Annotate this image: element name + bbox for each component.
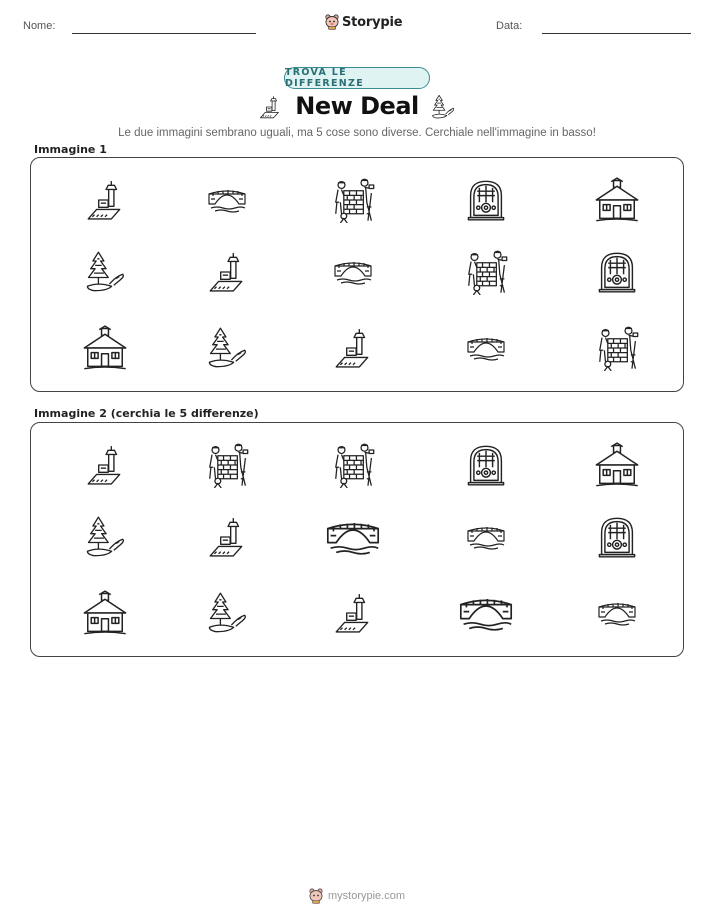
img2-stone-bridge-large-icon[interactable] (313, 506, 393, 568)
mascot-icon (325, 14, 339, 30)
activity-badge: TROVA LE DIFFERENZE (284, 67, 430, 89)
img2-stone-bridge-icon[interactable] (446, 506, 526, 568)
img1-bricklayers-icon (577, 317, 657, 379)
img1-airport-tower-icon (313, 317, 393, 379)
instructions: Le due immagini sembrano uguali, ma 5 cose sono diverse. Cerchiale nell'immagine in basso! (118, 127, 596, 139)
img2-bricklayers-icon[interactable] (313, 434, 393, 496)
date-input-line[interactable] (542, 33, 691, 34)
img1-bricklayers-icon (446, 241, 526, 303)
img1-stone-bridge-icon (187, 169, 267, 231)
img2-stone-bridge-large-icon[interactable] (446, 582, 526, 644)
img2-pine-tree-planting-icon[interactable] (187, 582, 267, 644)
title-tree-icon (429, 92, 457, 122)
img2-airport-tower-icon[interactable] (187, 506, 267, 568)
footer (0, 888, 714, 904)
img2-airport-tower-icon[interactable] (313, 582, 393, 644)
img2-stone-bridge-icon[interactable] (577, 582, 657, 644)
footer-url[interactable]: mystorypie.com (327, 890, 406, 902)
footer-mascot-icon (309, 888, 323, 904)
img2-vintage-radio-icon[interactable] (446, 434, 526, 496)
img1-stone-bridge-icon (446, 317, 526, 379)
logo-text: Storypie (342, 14, 403, 30)
img2-schoolhouse-icon[interactable] (65, 582, 145, 644)
storypie-logo (325, 14, 402, 30)
name-label: Nome: (23, 20, 56, 32)
img1-vintage-radio-icon (446, 169, 526, 231)
img1-schoolhouse-icon (577, 169, 657, 231)
image2-panel[interactable] (30, 422, 684, 657)
img1-airport-tower-icon (65, 169, 145, 231)
img2-schoolhouse-icon[interactable] (577, 434, 657, 496)
img1-stone-bridge-icon (313, 241, 393, 303)
img2-pine-tree-planting-icon[interactable] (65, 506, 145, 568)
img1-schoolhouse-icon (65, 317, 145, 379)
title-row (0, 90, 714, 126)
img1-airport-tower-icon (187, 241, 267, 303)
img1-pine-tree-planting-icon (65, 241, 145, 303)
date-label: Data: (496, 20, 523, 32)
img1-bricklayers-icon (313, 169, 393, 231)
img1-pine-tree-planting-icon (187, 317, 267, 379)
img2-bricklayers-icon[interactable] (187, 434, 267, 496)
page-title: New Deal (295, 92, 419, 120)
panel1-label: Immagine 1 (34, 143, 107, 156)
img2-vintage-radio-icon[interactable] (577, 506, 657, 568)
img1-vintage-radio-icon (577, 241, 657, 303)
panel2-label: Immagine 2 (cerchia le 5 differenze) (34, 407, 259, 420)
name-input-line[interactable] (72, 33, 256, 34)
image1-panel (30, 157, 684, 392)
img2-airport-tower-icon[interactable] (65, 434, 145, 496)
